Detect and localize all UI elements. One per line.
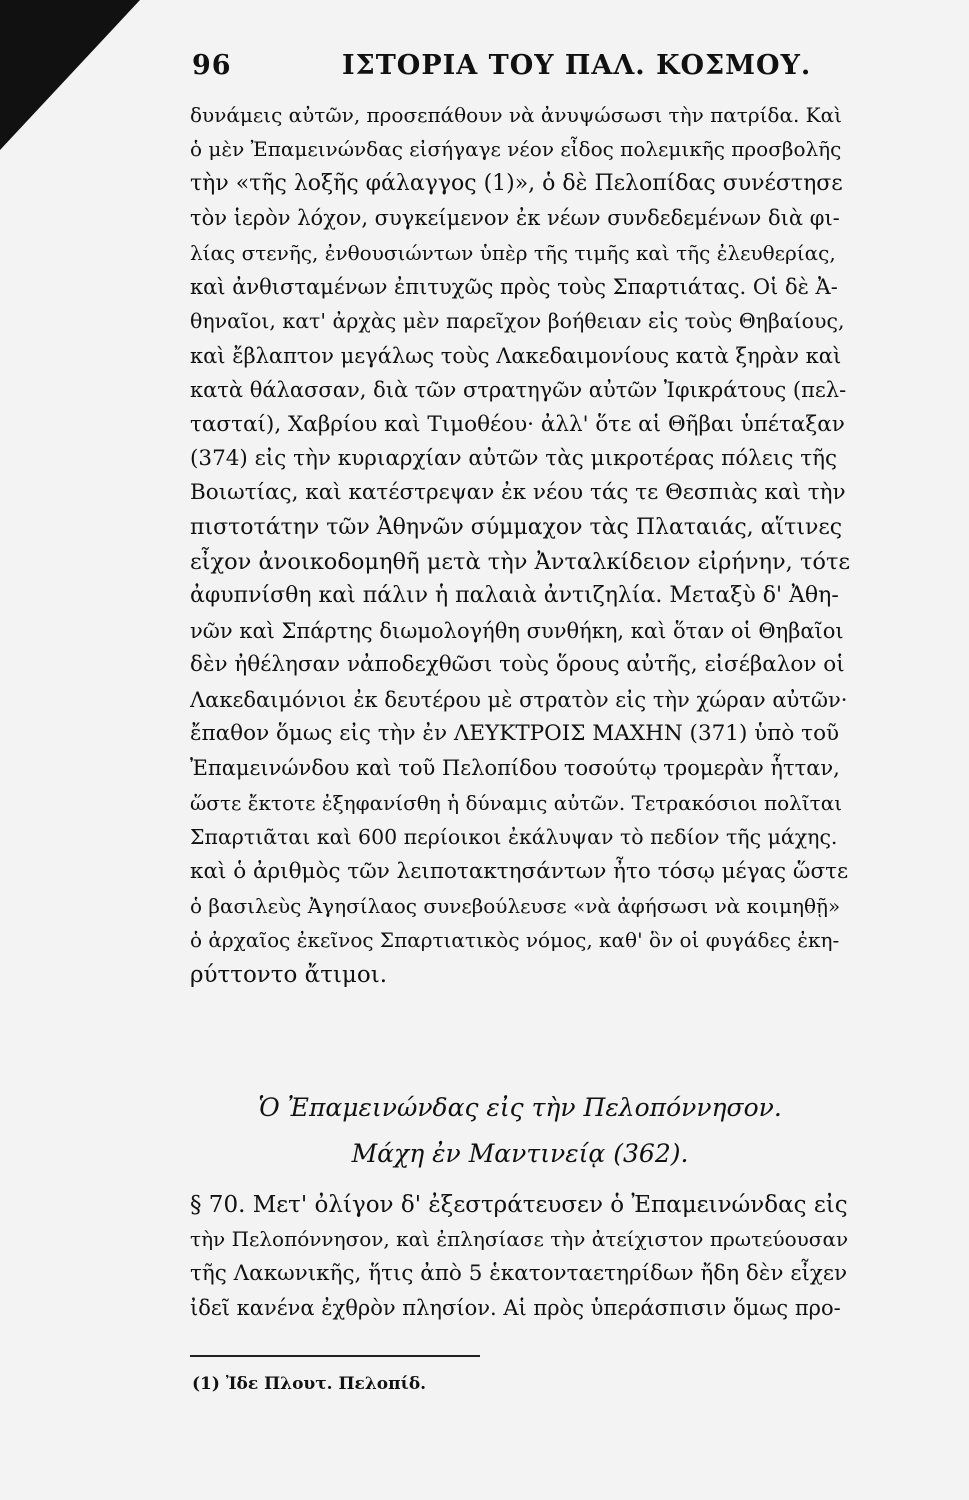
text-line: ὥστε ἔκτοτε ἐξηφανίσθη ἡ δύναμις αὐτῶν. Τετρακόσιοι πολῖται [190, 790, 843, 815]
text-line: Ἐπαμεινώνδου καὶ τοῦ Πελοπίδου τοσούτῳ τρομερὰν ἧτταν, [190, 756, 840, 781]
text-line: νῶν καὶ Σπάρτης διωμολογήθη συνθήκη, καὶ ὅταν οἱ Θηβαῖοι [190, 618, 844, 643]
text-line: ὁ μὲν Ἐπαμεινώνδας εἰσήγαγε νέον εἶδος πολεμικῆς προσβολῆς [190, 137, 842, 162]
section-heading-line-2: Μάχη ἐν Μαντινείᾳ (362). [351, 1139, 689, 1168]
text-line: τασταί), Χαβρίου καὶ Τιμοθέου· ἀλλ' ὅτε αἱ Θῆβαι ὑπέταξαν [190, 411, 845, 437]
text-line: τὴν Πελοπόννησον, καὶ ἐπλησίασε τὴν ἀτείχιστον πρωτεύουσαν [190, 1227, 849, 1252]
text-line: ὁ βασιλεὺς Ἀγησίλαος συνεβούλευσε «νὰ ἀφήσωσι νὰ κοιμηθῇ» [190, 893, 841, 918]
running-title: ΙΣΤΟΡΙΑ ΤΟΥ ΠΑΛ. ΚΟΣΜΟΥ. [342, 50, 812, 81]
body-text [190, 98, 850, 992]
text-line: τῆς Λακωνικῆς, ἥτις ἀπὸ 5 ἑκατονταετηρίδων ἤδη δὲν εἶχεν [190, 1260, 848, 1286]
section-text [190, 1188, 850, 1326]
text-line: ὁ ἀρχαῖος ἐκεῖνος Σπαρτιατικὸς νόμος, καθ' ὃν οἱ φυγάδες ἐκη- [190, 928, 840, 953]
text-line: καὶ ἀνθισταμένων ἐπιτυχῶς πρὸς τοὺς Σπαρτιάτας. Οἱ δὲ Ἀ- [190, 274, 838, 299]
section-heading-line-1: Ὁ Ἐπαμεινώνδας εἰς τὴν Πελοπόννησον. [258, 1093, 782, 1122]
text-line: θηναῖοι, κατ' ἀρχὰς μὲν παρεῖχον βοήθειαν εἰς τοὺς Θηβαίους, [190, 309, 845, 334]
text-line: καὶ ἔβλαπτον μεγάλως τοὺς Λακεδαιμονίους κατὰ ξηρὰν καὶ [190, 343, 842, 368]
text-line: τὸν ἱερὸν λόχον, συγκείμενον ἐκ νέων συνδεδεμένων διὰ φι- [190, 206, 840, 231]
text-line: ρύττοντο ἄτιμοι. [190, 961, 388, 988]
text-line: εἶχον ἀνοικοδομηθῆ μετὰ τὴν Ἀνταλκίδειον εἰρήνην, τότε [190, 549, 850, 576]
text-line: Λακεδαιμόνιοι ἐκ δευτέρου μὲ στρατὸν εἰς τὴν χώραν αὐτῶν· [190, 687, 848, 712]
text-line: κατὰ θάλασσαν, διὰ τῶν στρατηγῶν αὐτῶν Ἰφικράτους (πελ- [190, 378, 847, 403]
torn-corner-shadow [0, 0, 140, 150]
text-line: ἀφυπνίσθη καὶ πάλιν ἡ παλαιὰ ἀντιζηλία. Μεταξὺ δ' Ἀθη- [190, 583, 839, 609]
text-line: πιστοτάτην τῶν Ἀθηνῶν σύμμαχον τὰς Πλαταιάς, αἵτινες [190, 514, 843, 540]
text-line: δὲν ἠθέλησαν νἀποδεχθῶσι τοὺς ὅρους αὐτῆς, εἰσέβαλον οἱ [190, 652, 845, 678]
text-line: λίας στενῆς, ἐνθουσιώντων ὑπὲρ τῆς τιμῆς καὶ τῆς ἐλευθερίας, [190, 240, 836, 265]
running-head [192, 50, 872, 90]
footnote-rule [190, 1355, 480, 1357]
text-line: (374) εἰς τὴν κυριαρχίαν αὐτῶν τὰς μικροτέρας πόλεις τῆς [190, 445, 838, 471]
text-line: § 70. Μετ' ὀλίγον δ' ἐξεστράτευσεν ὁ Ἐπαμεινώνδας εἰς [190, 1192, 848, 1218]
text-line: Σπαρτιᾶται καὶ 600 περίοικοι ἐκάλυψαν τὸ πεδίον τῆς μάχης. [190, 825, 838, 850]
text-line: καὶ ὁ ἀριθμὸς τῶν λειποτακτησάντων ἦτο τόσῳ μέγας ὥστε [190, 858, 849, 884]
text-line: δυνάμεις αὐτῶν, προσεπάθουν νὰ ἀνυψώσωσι τὴν πατρίδα. Καὶ [190, 103, 842, 127]
text-line: Βοιωτίας, καὶ κατέστρεψαν ἐκ νέου τάς τε Θεσπιὰς καὶ τὴν [190, 480, 846, 506]
text-line: τὴν «τῆς λοξῆς φάλαγγος (1)», ὁ δὲ Πελοπίδας συνέστησε [190, 170, 843, 196]
page-number: 96 [192, 50, 232, 81]
footnote: (1) Ἰδε Πλουτ. Πελοπίδ. [192, 1374, 427, 1394]
text-line: ἰδεῖ κανένα ἐχθρὸν πλησίον. Αἱ πρὸς ὑπεράσπισιν ὅμως προ- [190, 1296, 841, 1321]
text-line: ἔπαθον ὅμως εἰς τὴν ἐν ΛΕΥΚΤΡΟΙΣ ΜΑΧΗΝ (371) ὑπὸ τοῦ [190, 721, 840, 747]
